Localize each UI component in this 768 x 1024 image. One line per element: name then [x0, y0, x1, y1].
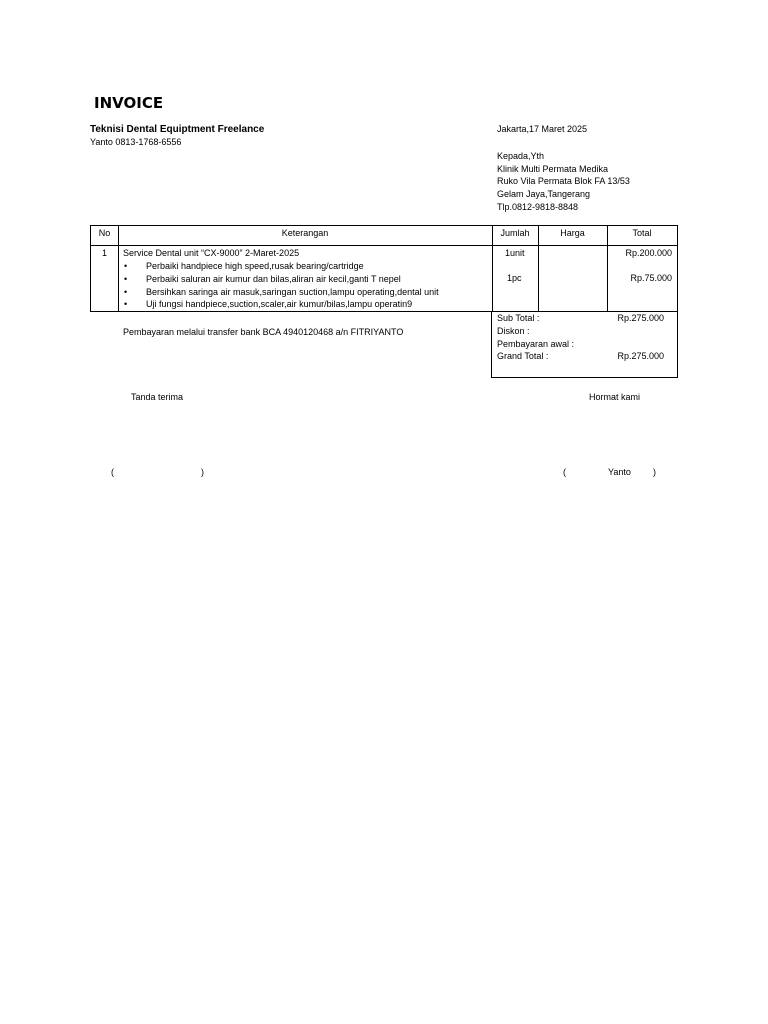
payment-note: Pembayaran melalui transfer bank BCA 4940120468 a/n FITRIYANTO: [123, 327, 404, 337]
grand-total-value: Rp.275.000: [617, 351, 664, 361]
column-divider: [492, 226, 493, 311]
recipient-line: Gelam Jaya,Tangerang: [497, 189, 591, 200]
header-price: Harga: [560, 228, 585, 238]
sender-signature-name: Yanto: [608, 467, 631, 477]
bullet-icon: •: [124, 274, 128, 284]
table-header-divider: [91, 245, 677, 246]
column-divider: [607, 226, 608, 311]
header-quantity: Jumlah: [500, 228, 530, 238]
invoice-table: [90, 225, 678, 312]
column-divider: [118, 226, 119, 311]
grand-total-row: [497, 351, 672, 363]
sender-signature-close: ): [653, 467, 656, 477]
invoice-title: INVOICE: [94, 94, 164, 112]
subtotal-row: [497, 313, 672, 325]
row-number: 1: [102, 248, 108, 258]
sender-contact: Yanto 0813-1768-6556: [90, 137, 182, 147]
receiver-signature-open: (: [111, 467, 114, 477]
advance-payment-row: [497, 339, 672, 351]
recipient-line: Klinik Multi Permata Medika: [497, 163, 609, 174]
service-description: Service Dental unit “CX-9000” 2-Maret-2025: [123, 248, 300, 258]
recipient-line: Ruko Vila Permata Blok FA 13/53: [497, 176, 630, 187]
total-value: Rp.75.000: [630, 273, 672, 283]
bullet-icon: •: [124, 299, 128, 309]
totals-box: [491, 311, 678, 378]
service-item-text: Perbaiki saluran air kumur dan bilas,aliran air kecil,ganti T nepel: [146, 274, 401, 284]
bullet-icon: •: [124, 287, 128, 297]
recipient-line: Tlp.0812-9818-8848: [497, 201, 579, 212]
bullet-icon: •: [124, 261, 128, 271]
service-item-text: Perbaiki handpiece high speed,rusak bearing/cartridge: [146, 261, 364, 271]
recipient-block: [497, 150, 630, 214]
sender-signature-label: Hormat kami: [589, 392, 641, 402]
discount-label: Diskon :: [497, 326, 530, 336]
receiver-signature-label: Tanda terima: [131, 392, 184, 402]
recipient-line: Kepada,Yth: [497, 151, 545, 161]
subtotal-label: Sub Total :: [497, 313, 540, 323]
quantity-value: 1unit: [505, 248, 525, 258]
subtotal-value: Rp.275.000: [617, 313, 664, 323]
quantity-value: 1pc: [507, 273, 522, 283]
grand-total-label: Grand Total :: [497, 351, 549, 361]
header-description: Keterangan: [281, 228, 329, 238]
sender-signature-open: (: [563, 467, 566, 477]
service-item-text: Uji fungsi handpiece,suction,scaler,air kumur/bilas,lampu operatin9: [146, 299, 413, 309]
header-no: No: [98, 228, 111, 238]
column-divider: [538, 226, 539, 311]
sender-company: Teknisi Dental Equiptment Freelance: [90, 124, 265, 135]
service-item-text: Bersihkan saringa air masuk,saringan suction,lampu operating,dental unit: [146, 287, 439, 297]
receiver-signature-close: ): [201, 467, 204, 477]
invoice-date: Jakarta,17 Maret 2025: [497, 124, 588, 134]
header-total: Total: [632, 228, 652, 238]
total-value: Rp.200.000: [625, 248, 672, 258]
advance-payment-label: Pembayaran awal :: [497, 339, 575, 349]
discount-row: [497, 326, 672, 338]
